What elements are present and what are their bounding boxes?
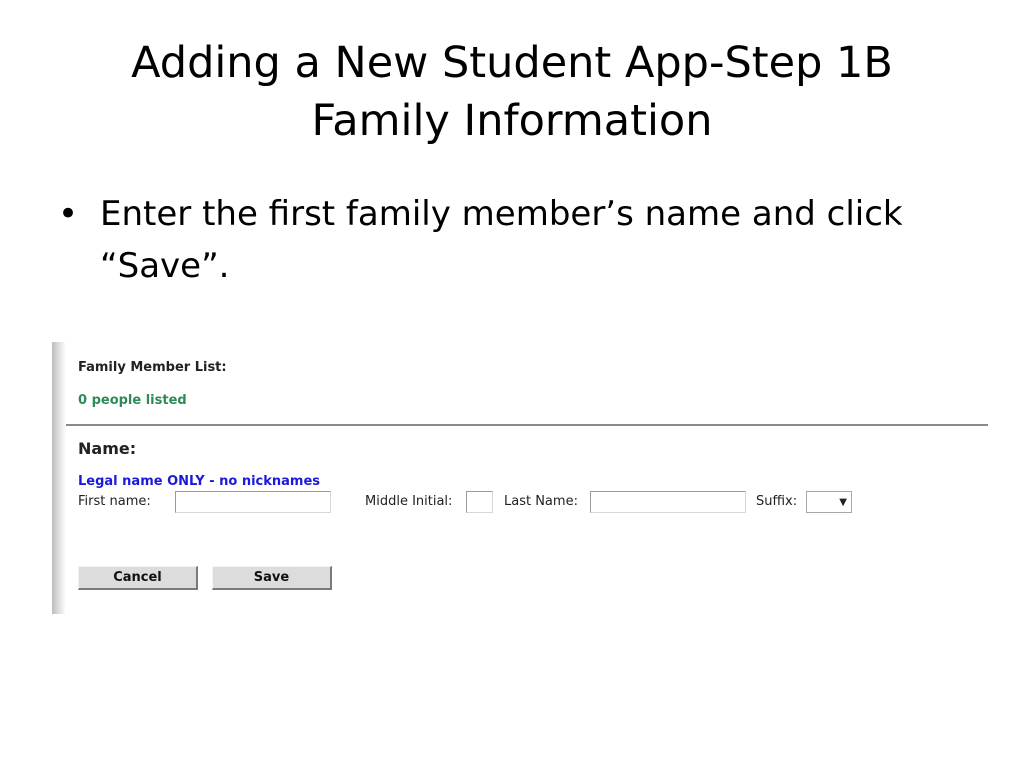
section-divider	[66, 424, 988, 426]
name-heading: Name:	[78, 439, 137, 458]
legal-name-note: Legal name ONLY - no nicknames	[78, 474, 321, 489]
middle-initial-input[interactable]	[466, 491, 493, 513]
last-name-input[interactable]	[590, 491, 746, 513]
slide-title-line1: Adding a New Student App-Step 1B	[131, 38, 893, 88]
bullet-dot-icon: •	[58, 194, 79, 234]
family-member-list-label: Family Member List:	[78, 360, 227, 375]
suffix-select[interactable]	[806, 491, 852, 513]
first-name-label: First name:	[78, 494, 151, 509]
instruction-bullet	[58, 188, 988, 292]
screenshot-left-edge	[52, 342, 66, 614]
middle-initial-label: Middle Initial:	[365, 494, 453, 509]
first-name-input[interactable]	[175, 491, 331, 513]
family-form-screenshot	[52, 342, 988, 614]
slide-title-line2: Family Information	[311, 96, 713, 146]
instruction-text: Enter the first family member’s name and click “Save”.	[100, 194, 903, 286]
slide-title	[60, 34, 964, 150]
people-listed-count: 0 people listed	[78, 393, 187, 408]
chevron-down-icon: ▼	[839, 497, 847, 508]
last-name-label: Last Name:	[504, 494, 578, 509]
cancel-button[interactable]: Cancel	[78, 566, 198, 590]
save-button[interactable]: Save	[212, 566, 332, 590]
suffix-label: Suffix:	[756, 494, 798, 509]
